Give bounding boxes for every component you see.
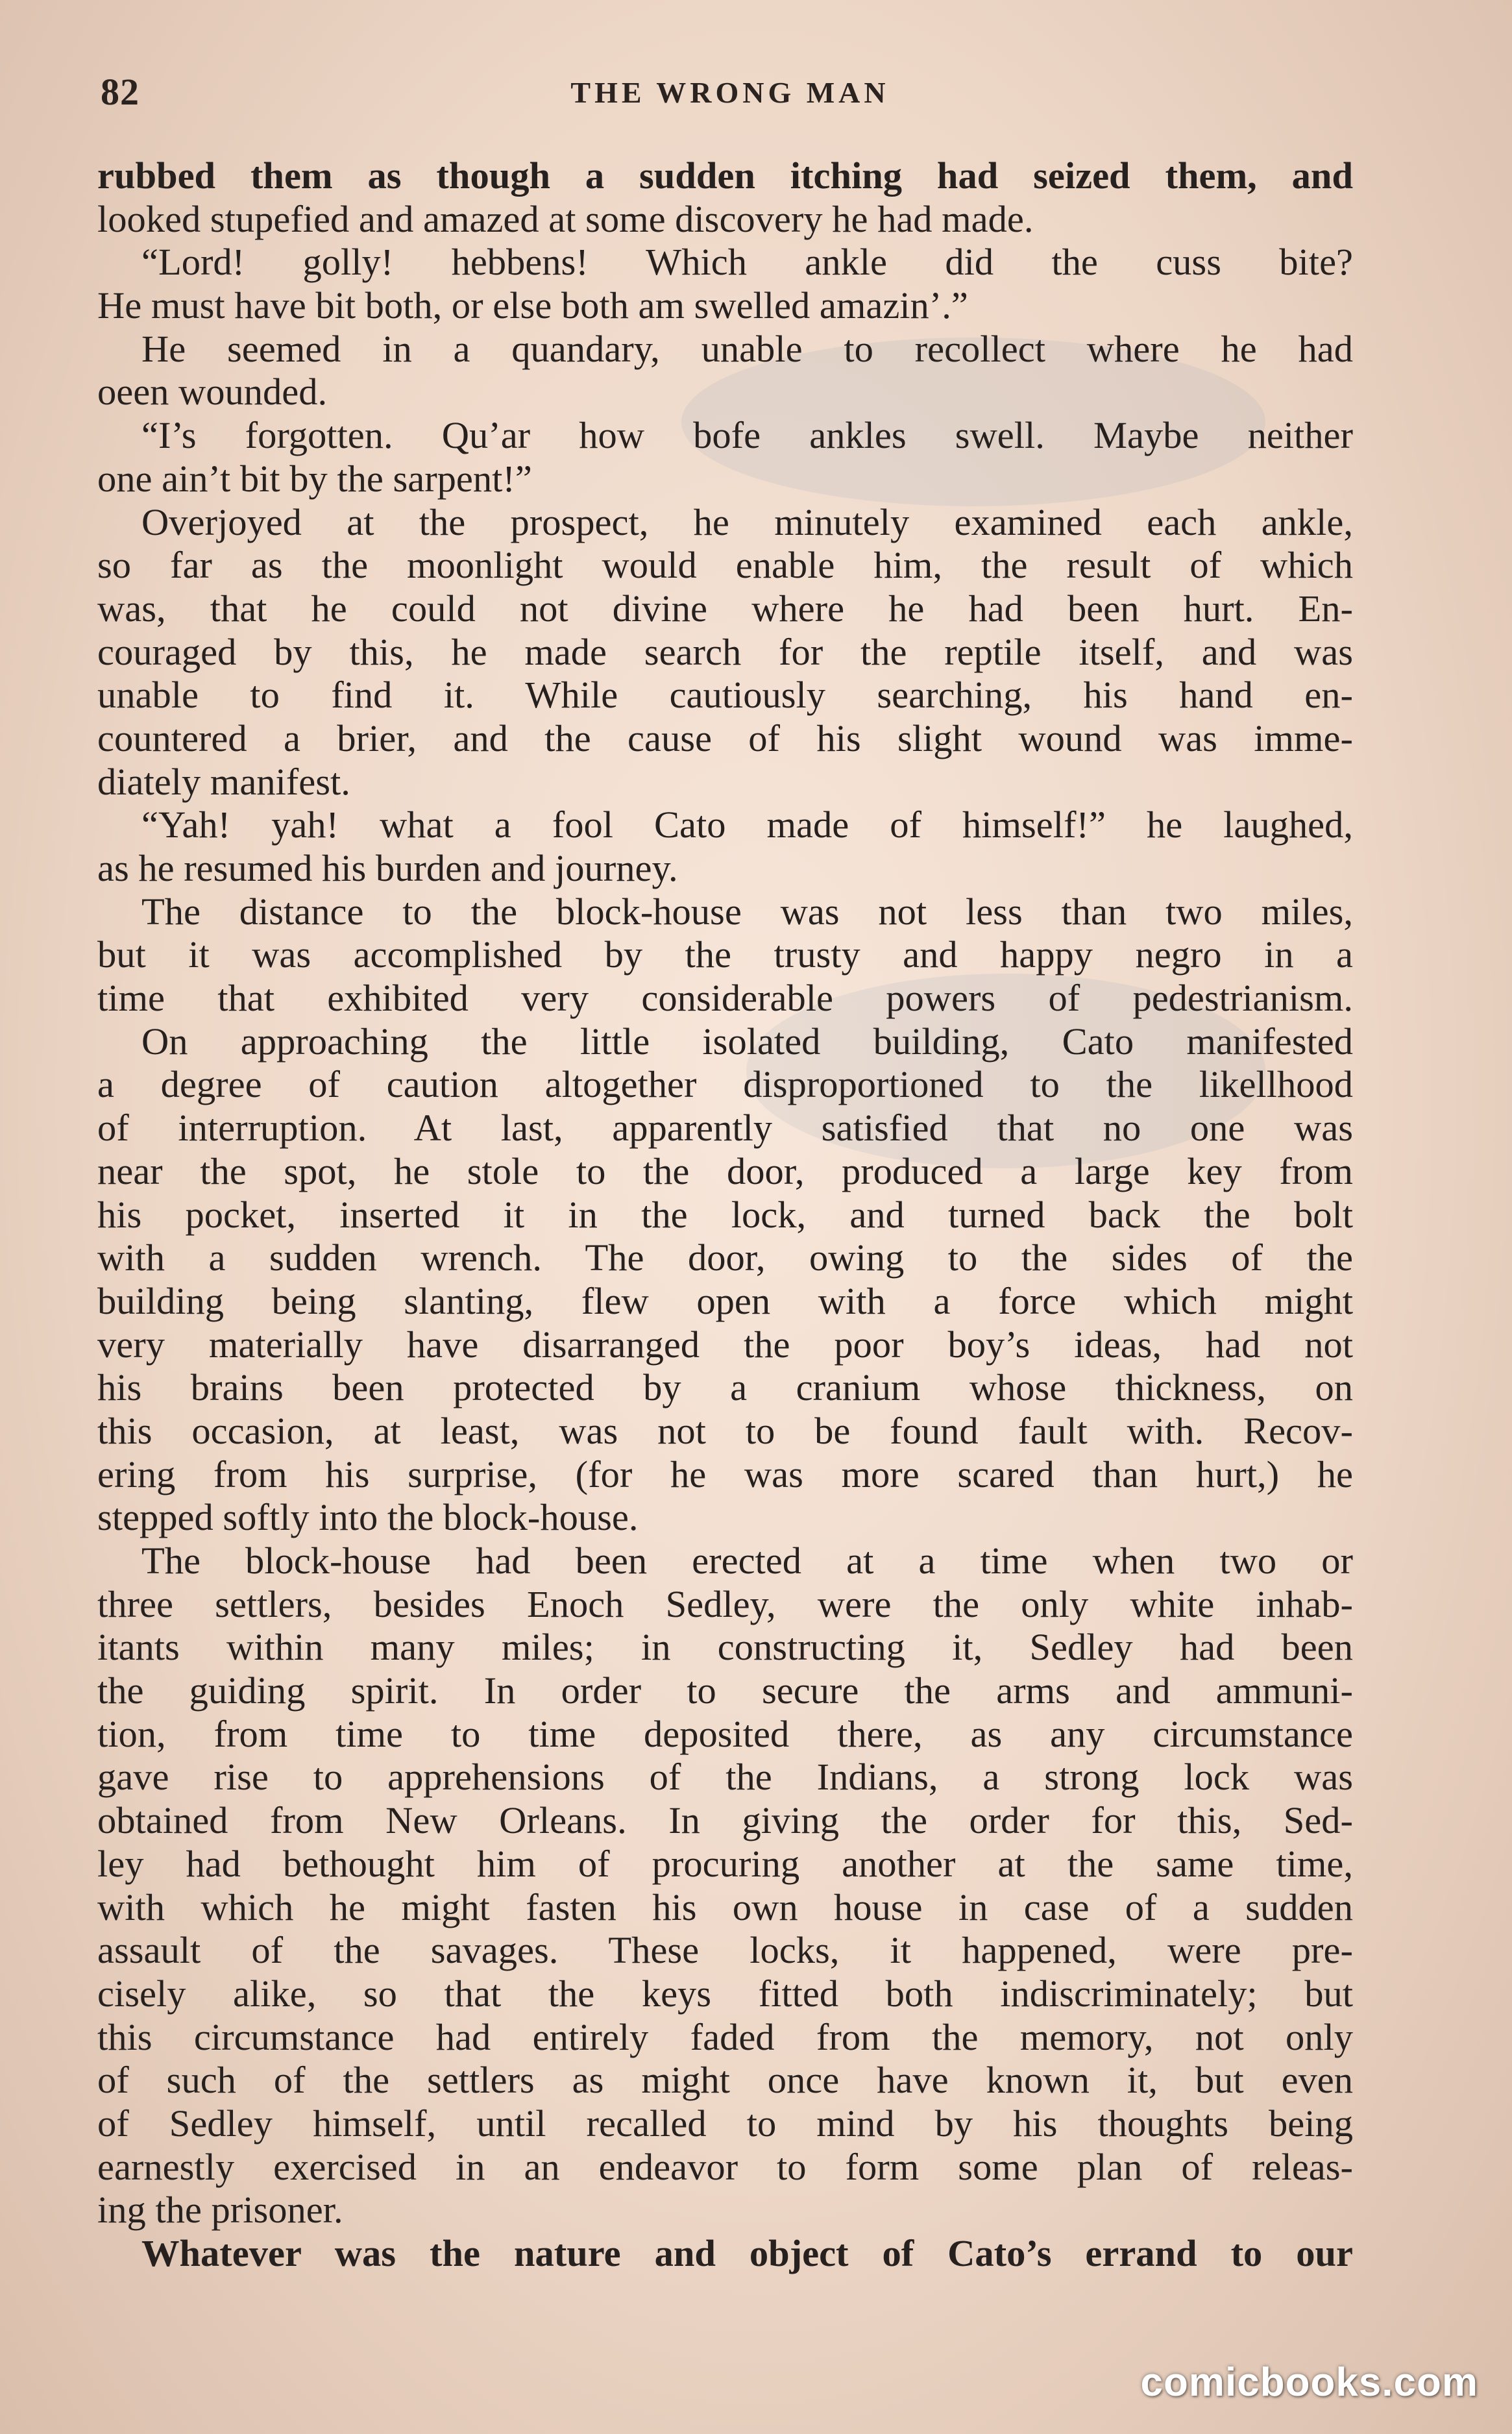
text-line: countered a brier, and the cause of his slight wound was imme-	[97, 717, 1353, 759]
text-line: with a sudden wrench. The door, owing to the sides of the	[97, 1236, 1353, 1279]
text-line: ering from his surprise, (for he was more scared than hurt,) he	[97, 1453, 1353, 1495]
text-line: time that exhibited very considerable powers of pedestrianism.	[97, 977, 1353, 1020]
running-head	[101, 70, 1360, 116]
text-line: of Sedley himself, until recalled to mind by his thoughts being	[97, 2102, 1353, 2145]
text-line: a degree of caution altogether disproportioned to the likellhood	[97, 1063, 1353, 1106]
text-line: looked stupefied and amazed at some discovery he had made.	[97, 197, 1034, 240]
text-line: the guiding spirit. In order to secure the arms and ammuni-	[97, 1669, 1353, 1712]
text-line: earnestly exercised in an endeavor to form some plan of releas-	[97, 2145, 1353, 2188]
text-line: but it was accomplished by the trusty and happy negro in a	[97, 933, 1353, 976]
text-line: couraged by this, he made search for the reptile itself, and was	[97, 630, 1353, 673]
text-line: obtained from New Orleans. In giving the order for this, Sed-	[97, 1799, 1353, 1842]
text-line: this occasion, at least, was not to be found fault with. Recov-	[97, 1409, 1353, 1452]
text-line: He seemed in a quandary, unable to recollect where he had	[141, 327, 1353, 370]
text-line: was, that he could not divine where he had been hurt. En-	[97, 587, 1353, 630]
text-line: ley had bethought him of procuring another at the same time,	[97, 1842, 1353, 1885]
text-line: “Lord! golly! hebbens! Which ankle did the cuss bite?	[141, 241, 1353, 284]
text-line: building being slanting, flew open with a force which might	[97, 1279, 1353, 1322]
text-line: oeen wounded.	[97, 371, 328, 413]
text-line: diately manifest.	[97, 760, 350, 803]
text-line: of interruption. At last, apparently satisfied that no one was	[97, 1107, 1353, 1149]
text-line: so far as the moonlight would enable him, the result of which	[97, 544, 1353, 587]
text-line: “Yah! yah! what a fool Cato made of himself!” he laughed,	[141, 804, 1353, 846]
text-line: He must have bit both, or else both am swelled amazin’.”	[97, 284, 968, 327]
text-line: his brains been protected by a cranium whose thickness, on	[97, 1366, 1353, 1409]
text-line: with which he might fasten his own house in case of a sudden	[97, 1886, 1353, 1928]
body-text	[97, 154, 1353, 2276]
text-line: as he resumed his burden and journey.	[97, 847, 678, 889]
text-line: one ain’t bit by the sarpent!”	[97, 457, 532, 500]
text-line: On approaching the little isolated building, Cato manifested	[141, 1020, 1353, 1063]
text-line: his pocket, inserted it in the lock, and turned back the bolt	[97, 1193, 1353, 1236]
text-line: tion, from time to time deposited there, as any circumstance	[97, 1712, 1353, 1755]
text-line: Overjoyed at the prospect, he minutely examined each ankle,	[141, 500, 1353, 543]
text-line: ing the prisoner.	[97, 2189, 343, 2231]
text-line: assault of the savages. These locks, it happened, were pre-	[97, 1929, 1353, 1972]
text-line: cisely alike, so that the keys fitted both indiscriminately; but	[97, 1972, 1353, 2015]
text-line: stepped softly into the block-house.	[97, 1496, 639, 1539]
text-line: three settlers, besides Enoch Sedley, were the only white inhab-	[97, 1582, 1353, 1625]
text-line: gave rise to apprehensions of the Indians, a strong lock was	[97, 1756, 1353, 1799]
text-line: The block-house had been erected at a time when two or	[141, 1540, 1353, 1582]
text-line: unable to find it. While cautiously searching, his hand en-	[97, 674, 1353, 717]
text-line: “I’s forgotten. Qu’ar how bofe ankles swell. Maybe neither	[141, 414, 1353, 457]
text-line: near the spot, he stole to the door, produced a large key from	[97, 1149, 1353, 1192]
watermark: comicbooks.com	[1140, 2360, 1478, 2405]
text-line: of such of the settlers as might once have known it, but even	[97, 2059, 1353, 2102]
text-line: Whatever was the nature and object of Cato’s errand to our	[141, 2232, 1353, 2274]
running-title: THE WRONG MAN	[570, 76, 890, 109]
text-line: this circumstance had entirely faded from the memory, not only	[97, 2015, 1353, 2058]
text-line: itants within many miles; in constructing it, Sedley had been	[97, 1626, 1353, 1669]
text-line: The distance to the block-house was not less than two miles,	[141, 890, 1353, 933]
page-number: 82	[101, 71, 140, 113]
text-line: rubbed them as though a sudden itching had seized them, and	[97, 154, 1353, 197]
text-line: very materially have disarranged the poor boy’s ideas, had not	[97, 1323, 1353, 1366]
